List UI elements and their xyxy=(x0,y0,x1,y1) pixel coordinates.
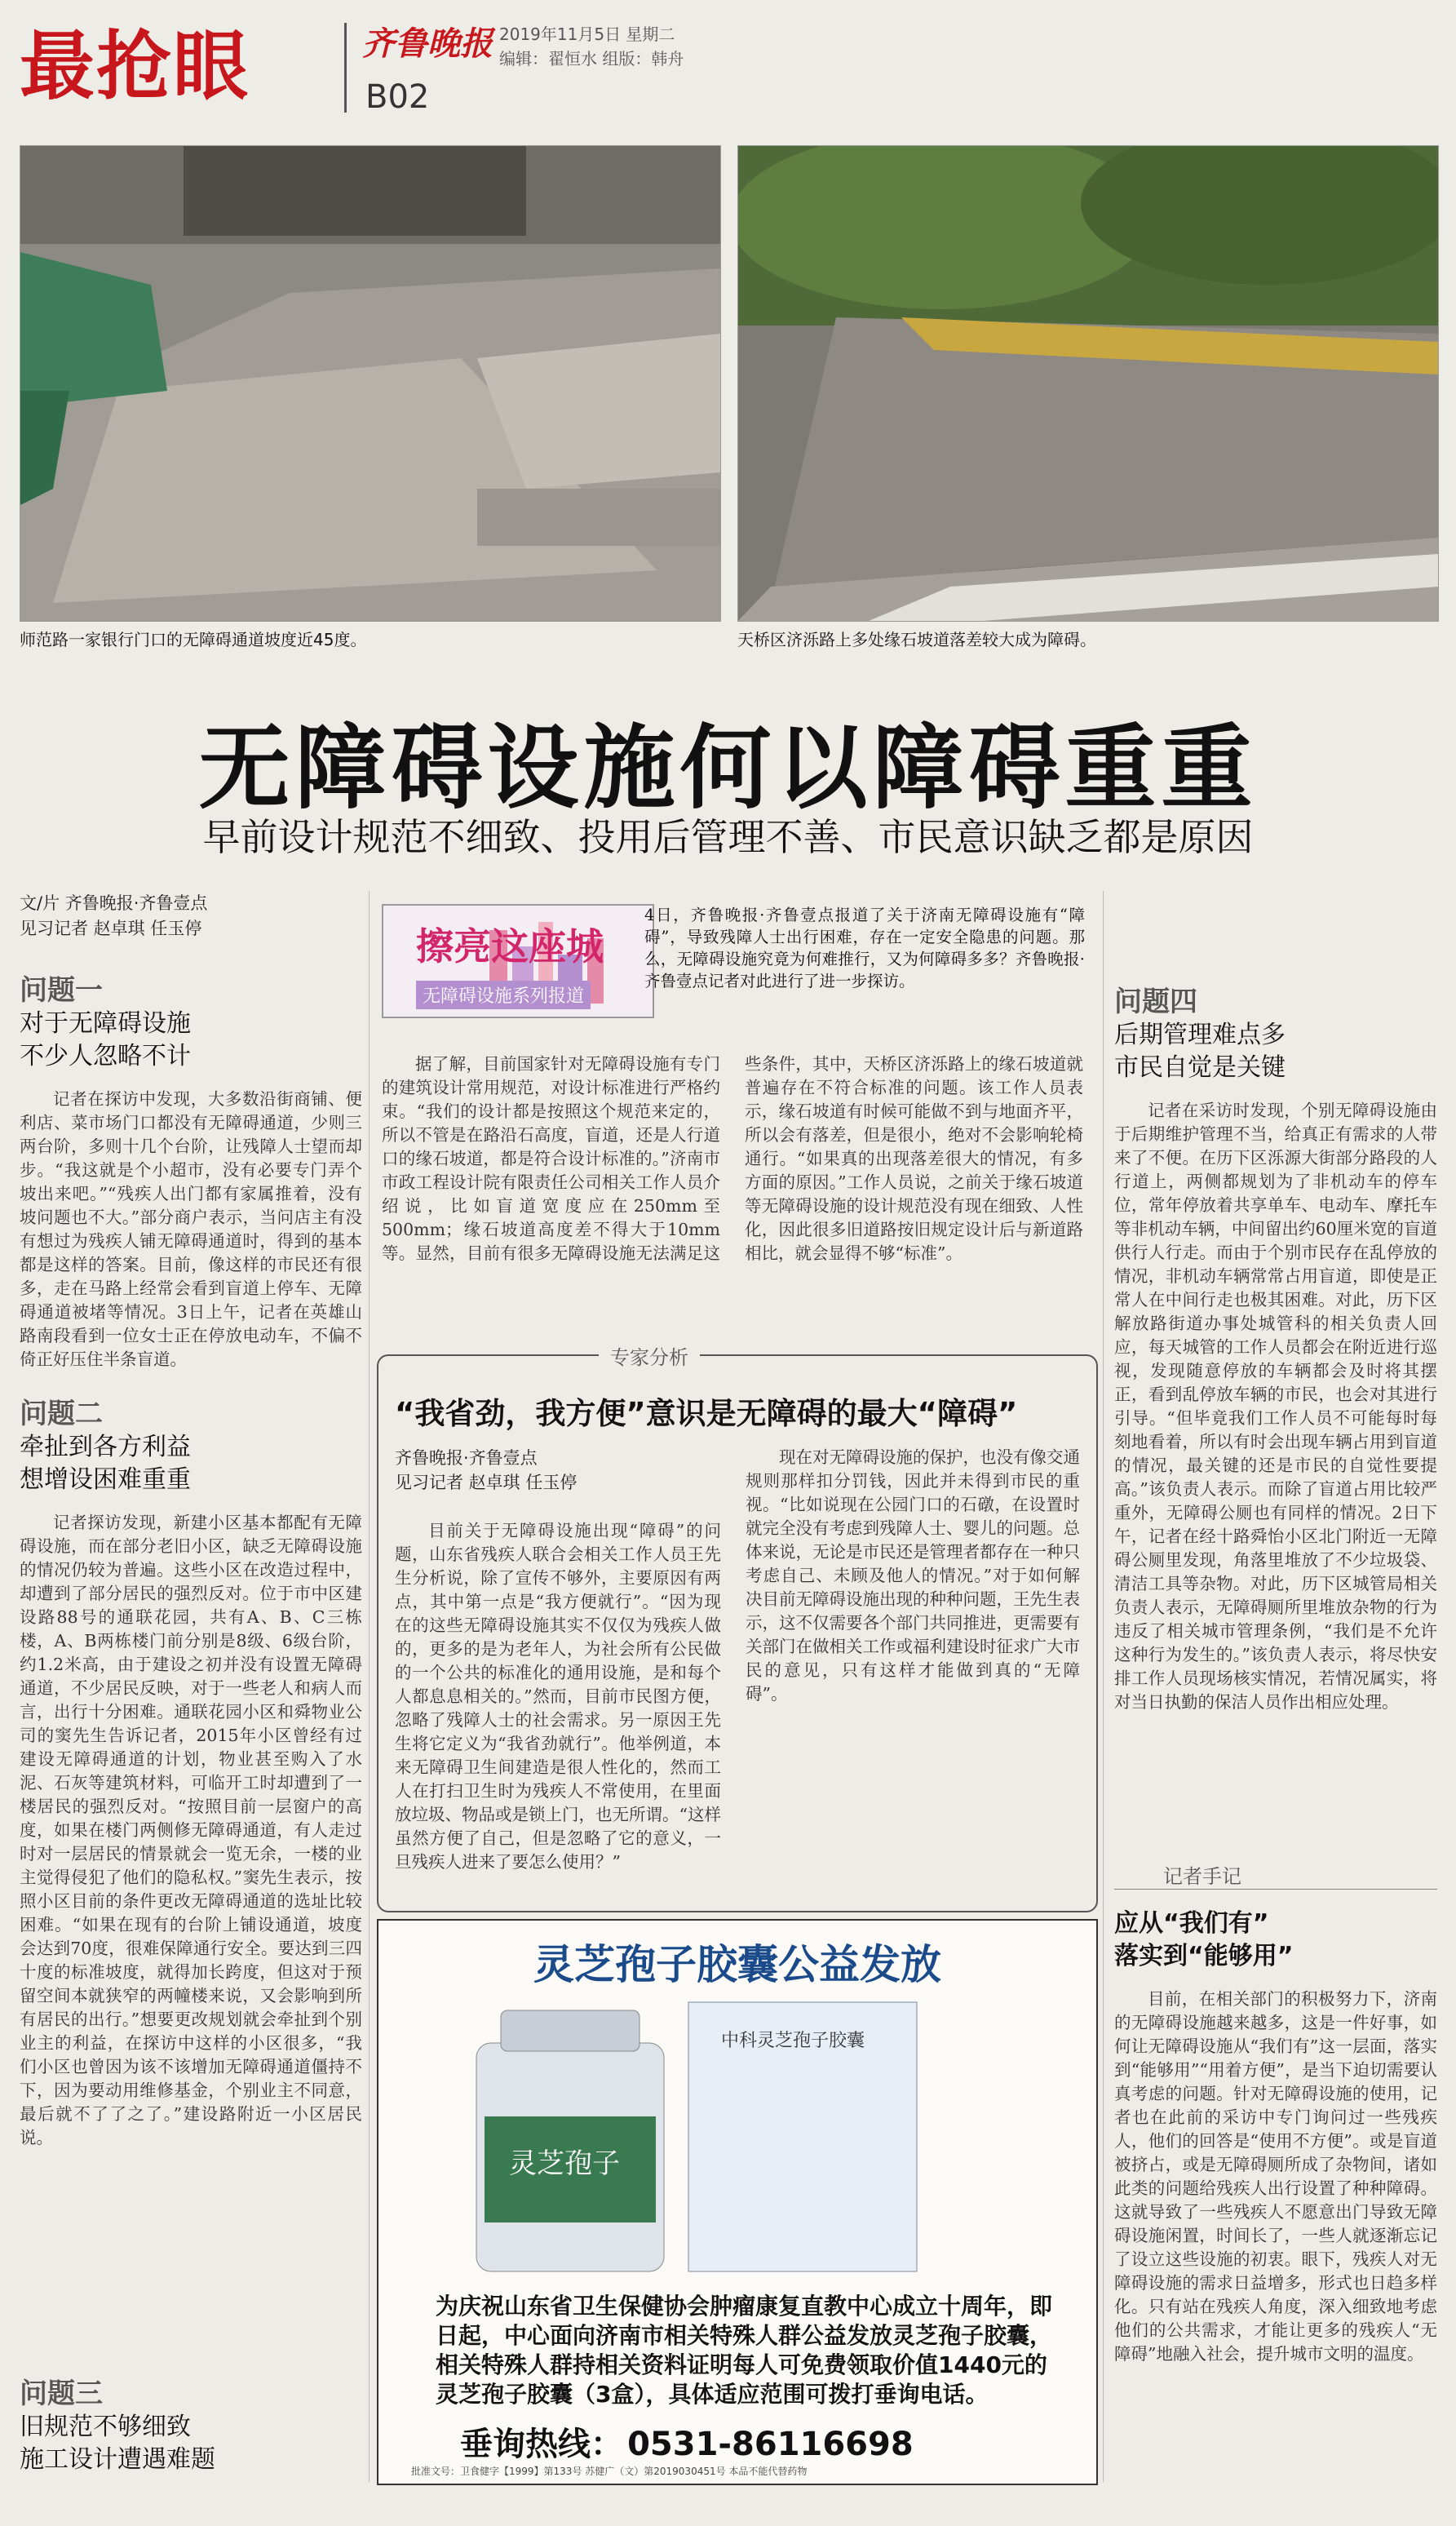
question-4-title-line1: 后期管理难点多 xyxy=(1114,1021,1286,1049)
expert-tag: 专家分析 xyxy=(599,1341,700,1370)
ad-hotline xyxy=(460,2418,914,2465)
expert-analysis-box xyxy=(377,1346,1098,1912)
page-number: B02 xyxy=(365,78,430,116)
section-title: 最抢眼 xyxy=(20,23,250,110)
curb-ramp-photo-image xyxy=(738,146,1438,621)
question-4-body: 记者在采访时发现，个别无障碍设施由于后期维护管理不当，给真正有需求的人带来了不便。在历下区泺源大街部分路段的人行道上，两侧都规划为了非机动车的停车位，常年停放着共享单车、电动车、摩托车等非机动车辆，中间留出约60厘米宽的盲道供行人行走。而由于个别市民存在乱停放的情况，非机动车辆常常占用盲道，即使是正常人在中间行走也极其困难。对此，历下区解放路街道办事处城管科的相关负责人回应，每天城管的工作人员都会在附近进行巡视，发现随意停放的车辆都会及时将其摆正，看到乱停放车辆的市民，也会对其进行引导。“但毕竟我们工作人员不可能每时每刻地看着，所以有时会出现车辆占用到盲道的情况，最关键的还是市民的自觉性要提高。”该负责人表示。而除了盲道占用比较严重外，无障碍公厕也有同样的情况。2日下午，记者在经十路舜怡小区北门附近一无障碍公厕里发现，角落里堆放了不少垃圾袋、清洁工具等杂物。对此，历下区城管局相关负责人表示，无障碍厕所里堆放杂物的行为违反了相关城市管理条例，“我们是不允许这种行为发生的。”该负责人表示，将尽快安排工作人员现场核实情况，若情况属实，将对当日执勤的保洁人员作出相应处理。 xyxy=(1114,1101,1437,1712)
photo-left-caption: 师范路一家银行门口的无障碍通道坡度近45度。 xyxy=(20,630,367,649)
masthead-divider xyxy=(344,23,347,113)
newspaper-logo: 齐鲁晚报 xyxy=(362,24,493,63)
notes-title-line2: 落实到“能够用” xyxy=(1114,1942,1294,1970)
question-2-title-line1: 牵扯到各方利益 xyxy=(20,1433,191,1461)
photo-right xyxy=(737,145,1439,622)
question-1-body: 记者在探访中发现，大多数沿街商铺、便利店、菜市场门口都没有无障碍通道，少则三两台阶，多则十几个台阶，让残障人士望而却步。“我这就是个小超市，没有必要专门弄个坡出来吧。”“残疾人出门都有家属推着，没有坡问题也不大。”部分商户表示，当问店主有没有想过为残疾人铺无障碍通道时，得到的基本都是这样的答案。目前，像这样的市民还有很多，走在马路上经常会看到盲道上停车、无障碍通道被堵等情况。3日上午，记者在英雄山路南段看到一位女士正在停放电动车，不偏不倚正好压住半条盲道。 xyxy=(20,1089,362,1369)
question-4-title-line2: 市民自觉是关键 xyxy=(1114,1053,1286,1082)
question-3-title-line1: 旧规范不够细致 xyxy=(20,2413,191,2441)
question-2-title-line2: 想增设困难重重 xyxy=(20,1465,191,1494)
sub-headline: 早前设计规范不细致、投用后管理不善、市民意识缺乏都是原因 xyxy=(202,815,1254,859)
question-3-title-line2: 施工设计遭遇难题 xyxy=(20,2445,215,2474)
ad-body: 为庆祝山东省卫生保健协会肿瘤康复直教中心成立十周年，即日起，中心面向济南市相关特殊人群公益发放灵芝孢子胶囊，相关特殊人群持相关资料证明每人可免费领取价值1440元的灵芝孢子胶囊（3盒），具体适应范围可拨打垂询电话。 xyxy=(436,2293,1053,2408)
series-banner-subtitle: 无障碍设施系列报道 xyxy=(416,981,591,1009)
question-1-title-line2: 不少人忽略不计 xyxy=(20,1042,191,1070)
advertisement xyxy=(377,1919,1098,2485)
expert-body-2: 现在对无障碍设施的保护，也没有像交通规则那样扣分罚钱，因此并未得到市民的重视。“比如说现在公园门口的石礅，在设置时就完全没有考虑到残障人士、婴儿的问题。总体来说，无论是市民还是管理者都存在一种只考虑自己、未顾及他人的情况。”对于如何解决目前无障碍设施出现的种种问题，王先生表示，这不仅需要各个部门共同推进，更需要有关部门在做相关工作或福利建设时征求广大市民的意见，只有这样才能做到真的“无障碍”。 xyxy=(746,1447,1080,1704)
expert-byline-2: 见习记者 赵卓琪 任玉停 xyxy=(395,1473,578,1492)
question-3-body: 据了解，目前国家针对无障碍设施有专门的建筑设计常用规范，对设计标准进行严格约束。“我们的设计都是按照这个规范来定的，所以不管是在路沿石高度，盲道，还是人行道口的缘石坡道，都是符合设计标准的。”济南市市政工程设计院有限责任公司相关工作人员介绍说，比如盲道宽度应在250mm至500mm；缘石坡道高度差不得大于10mm等。显然，目前有很多无障碍设施无法满足这些条件，其中，天桥区济泺路上的缘石坡道就普遍存在不符合标准的问题。该工作人员表示，缘石坡道有时候可能做不到与地面齐平，所以会有落差，但是很小，绝对不会影响轮椅通行。“如果真的出现落差很大的情况，有多方面的原因。”工作人员说，之前关于缘石坡道等无障碍设施的设计规范没有现在细致、人性化，因此很多旧道路按旧规定设计后与新道路相比，就会显得不够“标准”。 xyxy=(382,1054,1083,1263)
ad-bottle-label: 灵芝孢子 xyxy=(509,2147,620,2180)
expert-body-1: 目前关于无障碍设施出现“障碍”的问题，山东省残疾人联合会相关工作人员王先生分析说，除了宣传不够外，主要原因有两点，其中第一点是“我方便就行”。“因为现在的这些无障碍设施其实不仅仅为残疾人做的，更多的是为老年人，为社会所有公民做的一个公共的标准化的通用设施，是和每个人都息息相关的。”然而，目前市民图方便，忽略了残障人士的社会需求。另一原因王先生将它定义为“我省劲就行”。他举例道，本来无障碍卫生间建造是很人性化的，然而工人在打扫卫生时为残疾人不常使用，在里面放垃圾、物品或是锁上门，也无所谓。“这样虽然方便了自己，但是忽略了它的意义，一旦残疾人进来了要怎么使用？” xyxy=(395,1521,721,1872)
question-4-label: 问题四 xyxy=(1114,986,1197,1018)
question-2-body: 记者探访发现，新建小区基本都配有无障碍设施，而在部分老旧小区，缺乏无障碍设施的情况仍较为普遍。这些小区在改造过程中，却遭到了部分居民的强烈反对。位于市中区建设路88号的通联花园，共有A、B、C三栋楼，A、B两栋楼门前分别是8级、6级台阶，约1.2米高，由于建设之初并没有设置无障碍通道，不少居民反映，对于一些老人和病人而言，出行十分困难。通联花园小区和舜物业公司的窦先生告诉记者，2015年小区曾经有过建设无障碍通道的计划，物业甚至购入了水泥、石灰等建筑材料，可临开工时却遭到了一楼居民的强烈反对。“按照目前一层窗户的高度，如果在楼门两侧修无障碍通道，有人走过时对一层居民的情景就会一览无余，一楼的业主觉得侵犯了他们的隐私权。”窦先生表示，按照小区目前的条件更改无障碍通道的选址比较困难。“如果在现有的台阶上铺设通道，坡度会达到70度，很难保障通行安全。要达到三四十度的标准坡度，就得加长跨度，但这对于预留空间本就狭窄的两幢楼来说，又会影响到所有居民的出行。”想要更改规划就会牵扯到个别业主的利益，在探访中这样的小区很多，“我们小区也曾因为该不该增加无障碍通道僵持不下，因为要动用维修基金，个别业主不同意，最后就不了了之了。”建设路附近一小区居民说。 xyxy=(20,1513,362,2147)
ramp-photo-image xyxy=(20,146,720,621)
notes-tag: 记者手记 xyxy=(1114,1860,1437,1890)
question-3-label: 问题三 xyxy=(20,2378,103,2410)
issue-date: 2019年11月5日 星期二 xyxy=(499,24,675,44)
ad-title: 灵芝孢子胶囊公益发放 xyxy=(533,1941,941,1988)
question-1-title-line1: 对于无障碍设施 xyxy=(20,1009,191,1038)
series-banner-title: 擦亮这座城 xyxy=(416,924,604,968)
column-1 xyxy=(20,891,362,2150)
byline-line1: 文/片 齐鲁晚报·齐鲁壹点 xyxy=(20,893,208,913)
ad-fine-print: 批准文号：卫食健字【1999】第133号 苏健广（文）第2019030451号 本品不能代替药物 xyxy=(411,2466,808,2477)
photo-left xyxy=(20,145,721,622)
main-headline: 无障碍设施何以障碍重重 xyxy=(198,716,1258,822)
question-1-label: 问题一 xyxy=(20,974,103,1007)
expert-title: “我省劲，我方便”意识是无障碍的最大“障碍” xyxy=(395,1396,1018,1431)
column-divider-1 xyxy=(369,891,370,2482)
column-1-bottom xyxy=(20,2371,362,2476)
notes-title-line1: 应从“我们有” xyxy=(1114,1909,1269,1938)
ad-hotline-label: 垂询热线： xyxy=(460,2426,623,2463)
column-4 xyxy=(1114,979,1437,1907)
question-2-label: 问题二 xyxy=(20,1398,103,1430)
photo-right-caption: 天桥区济泺路上多处缘石坡道落差较大成为障碍。 xyxy=(737,630,1096,649)
ad-hotline-number: 0531-86116698 xyxy=(627,2426,914,2463)
reporter-notes xyxy=(1114,1860,1437,2526)
byline-line2: 见习记者 赵卓琪 任玉停 xyxy=(20,919,202,938)
series-banner xyxy=(382,904,654,1018)
editor-credits: 编辑：翟恒水 组版：韩舟 xyxy=(499,49,684,69)
ad-product-box-label: 中科灵芝孢子胶囊 xyxy=(721,2031,865,2051)
notes-body: 目前，在相关部门的积极努力下，济南的无障碍设施越来越多，这是一件好事，如何让无障碍设施从“我们有”这一层面，落实到“能够用”“用着方便”，是当下迫切需要认真考虑的问题。针对无障碍设施的使用，记者也在此前的采访中专门询问过一些残疾人，他们的回答是“使用不方便”。或是盲道被挤占，或是无障碍厕所成了杂物间，诸如此类的问题给残疾人出行设置了种种障碍。这就导致了一些残疾人不愿意出门导致无障碍设施闲置，时间长了，一些人就逐渐忘记了设立这些设施的初衷。眼下，残疾人对无障碍设施的需求日益增多，形式也日趋多样化。只有站在残疾人角度，深入细致地考虑他们的公共需求，才能让更多的残疾人“无障碍”地融入社会，提升城市文明的温度。 xyxy=(1114,1989,1437,2364)
column-divider-2 xyxy=(1103,891,1104,2482)
intro-paragraph: 4日，齐鲁晚报·齐鲁壹点报道了关于济南无障碍设施有“障碍”，导致残障人士出行困难，存在一定安全隐患的问题。那么，无障碍设施究竟为何难推行，又为何障碍多多？齐鲁晚报·齐鲁壹点记者对此进行了进一步探访。 xyxy=(644,906,1085,990)
expert-byline-1: 齐鲁晚报·齐鲁壹点 xyxy=(395,1448,538,1468)
